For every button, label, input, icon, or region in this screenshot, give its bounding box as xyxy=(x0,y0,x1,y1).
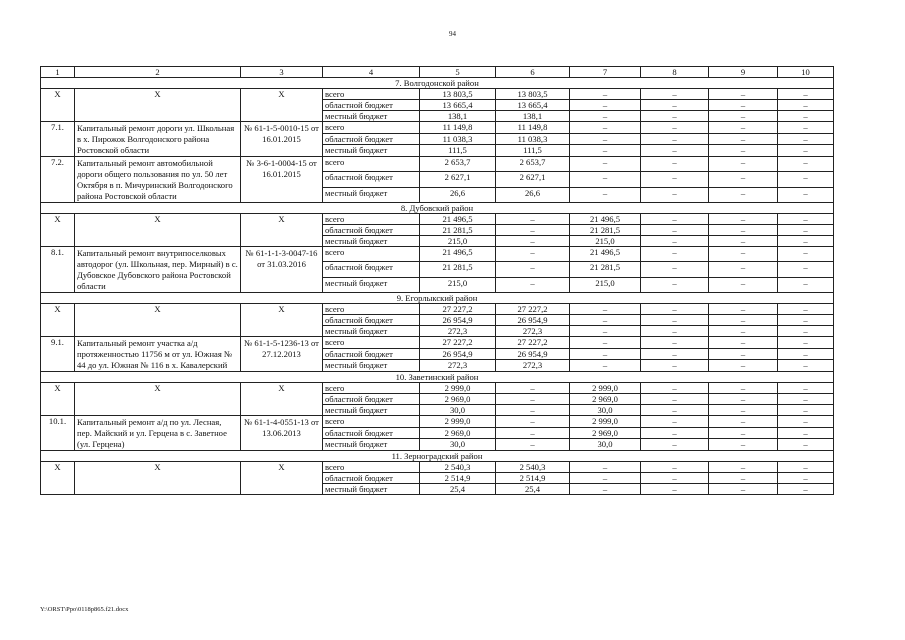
section-title: 8. Дубовский район xyxy=(41,203,834,214)
value-cell: – xyxy=(709,225,778,236)
item-number: 7.1. xyxy=(41,122,75,157)
value-cell: – xyxy=(709,337,778,349)
value-cell: – xyxy=(641,405,709,416)
footer-file-path: Y:\ORST\Ppo\0118p865.f21.docx xyxy=(40,606,129,613)
value-cell: – xyxy=(641,100,709,111)
value-cell: – xyxy=(778,100,834,111)
value-cell: – xyxy=(709,247,778,262)
budget-type-cell: всего xyxy=(323,89,420,100)
value-cell: 26 954,9 xyxy=(420,348,496,360)
value-cell: 2 999,0 xyxy=(420,383,496,394)
value-cell: – xyxy=(570,111,641,122)
value-cell: – xyxy=(641,416,709,428)
value-cell: – xyxy=(641,225,709,236)
value-cell: 25,4 xyxy=(420,484,496,495)
value-cell: 26,6 xyxy=(496,187,570,202)
value-cell: – xyxy=(778,427,834,439)
value-cell: – xyxy=(709,133,778,145)
total-num-cell: Х xyxy=(41,214,75,247)
column-header-10: 10 xyxy=(778,67,834,78)
value-cell: – xyxy=(570,462,641,473)
value-cell: 21 281,5 xyxy=(570,225,641,236)
item-row xyxy=(41,122,834,134)
value-cell: – xyxy=(496,394,570,405)
value-cell: – xyxy=(709,315,778,326)
total-row xyxy=(41,462,834,473)
budget-type-cell: областной бюджет xyxy=(323,473,420,484)
total-row xyxy=(41,304,834,315)
value-cell: – xyxy=(570,304,641,315)
value-cell: – xyxy=(570,145,641,157)
value-cell: – xyxy=(778,214,834,225)
total-name-cell: Х xyxy=(75,462,241,495)
value-cell: – xyxy=(570,100,641,111)
value-cell: – xyxy=(496,405,570,416)
total-name-cell: Х xyxy=(75,89,241,122)
value-cell: – xyxy=(496,214,570,225)
value-cell: – xyxy=(709,100,778,111)
value-cell: 30,0 xyxy=(420,439,496,451)
value-cell: – xyxy=(778,394,834,405)
column-header-1: 1 xyxy=(41,67,75,78)
budget-type-cell: всего xyxy=(323,383,420,394)
budget-table xyxy=(40,66,834,495)
value-cell: – xyxy=(709,145,778,157)
value-cell: – xyxy=(709,157,778,172)
value-cell: – xyxy=(709,326,778,337)
value-cell: – xyxy=(778,187,834,202)
budget-type-cell: всего xyxy=(323,304,420,315)
value-cell: 21 281,5 xyxy=(420,225,496,236)
budget-type-cell: областной бюджет xyxy=(323,348,420,360)
value-cell: 27 227,2 xyxy=(420,304,496,315)
item-name: Капитальный ремонт дороги ул. Школьная в х. Пирожок Волгодонского района Ростовской области xyxy=(75,122,241,157)
value-cell: – xyxy=(641,277,709,292)
value-cell: – xyxy=(570,348,641,360)
value-cell: 111,5 xyxy=(496,145,570,157)
item-document: № 61-1-1-3-0047-16 от 31.03.2016 xyxy=(241,247,323,293)
budget-type-cell: местный бюджет xyxy=(323,236,420,247)
value-cell: 215,0 xyxy=(420,236,496,247)
section-title: 9. Егорлыкский район xyxy=(41,293,834,304)
value-cell: – xyxy=(709,262,778,277)
budget-type-cell: областной бюджет xyxy=(323,100,420,111)
value-cell: 272,3 xyxy=(420,360,496,372)
value-cell: – xyxy=(778,262,834,277)
value-cell: 2 999,0 xyxy=(420,416,496,428)
value-cell: – xyxy=(641,157,709,172)
section-row xyxy=(41,293,834,304)
value-cell: 27 227,2 xyxy=(496,337,570,349)
total-row xyxy=(41,214,834,225)
value-cell: – xyxy=(709,348,778,360)
value-cell: – xyxy=(641,133,709,145)
value-cell: 21 496,5 xyxy=(570,247,641,262)
budget-type-cell: областной бюджет xyxy=(323,427,420,439)
value-cell: 272,3 xyxy=(496,326,570,337)
value-cell: – xyxy=(778,172,834,187)
value-cell: – xyxy=(778,484,834,495)
item-document: № 61-1-5-0010-15 от 16.01.2015 xyxy=(241,122,323,157)
value-cell: – xyxy=(570,122,641,134)
value-cell: – xyxy=(709,172,778,187)
value-cell: – xyxy=(496,427,570,439)
value-cell: – xyxy=(778,416,834,428)
value-cell: – xyxy=(570,360,641,372)
value-cell: – xyxy=(778,315,834,326)
budget-type-cell: областной бюджет xyxy=(323,262,420,277)
value-cell: 30,0 xyxy=(420,405,496,416)
value-cell: 25,4 xyxy=(496,484,570,495)
value-cell: – xyxy=(641,172,709,187)
value-cell: 2 653,7 xyxy=(496,157,570,172)
value-cell: – xyxy=(570,337,641,349)
total-num-cell: Х xyxy=(41,462,75,495)
value-cell: – xyxy=(641,187,709,202)
value-cell: – xyxy=(709,427,778,439)
budget-type-cell: всего xyxy=(323,462,420,473)
value-cell: – xyxy=(641,111,709,122)
value-cell: – xyxy=(778,122,834,134)
header-row xyxy=(41,67,834,78)
total-name-cell: Х xyxy=(75,214,241,247)
item-row xyxy=(41,157,834,172)
total-num-cell: Х xyxy=(41,89,75,122)
value-cell: – xyxy=(641,89,709,100)
budget-type-cell: местный бюджет xyxy=(323,484,420,495)
value-cell: – xyxy=(641,214,709,225)
value-cell: – xyxy=(641,462,709,473)
value-cell: 30,0 xyxy=(570,405,641,416)
total-doc-cell: Х xyxy=(241,462,323,495)
value-cell: 2 999,0 xyxy=(570,416,641,428)
value-cell: – xyxy=(641,348,709,360)
value-cell: 2 514,9 xyxy=(496,473,570,484)
value-cell: – xyxy=(570,157,641,172)
value-cell: – xyxy=(709,405,778,416)
item-number: 7.2. xyxy=(41,157,75,203)
value-cell: 138,1 xyxy=(496,111,570,122)
value-cell: – xyxy=(778,225,834,236)
item-name: Капитальный ремонт а/д по ул. Лесная, пер. Майский и ул. Герцена в с. Заветное (ул. Герцена) xyxy=(75,416,241,451)
budget-type-cell: областной бюджет xyxy=(323,315,420,326)
value-cell: 2 514,9 xyxy=(420,473,496,484)
value-cell: 2 627,1 xyxy=(420,172,496,187)
value-cell: – xyxy=(778,462,834,473)
value-cell: – xyxy=(778,89,834,100)
value-cell: – xyxy=(496,383,570,394)
value-cell: – xyxy=(641,315,709,326)
value-cell: 21 496,5 xyxy=(420,214,496,225)
value-cell: – xyxy=(496,247,570,262)
value-cell: 26 954,9 xyxy=(496,315,570,326)
value-cell: 11 149,8 xyxy=(420,122,496,134)
value-cell: – xyxy=(570,326,641,337)
value-cell: 26 954,9 xyxy=(496,348,570,360)
value-cell: 13 803,5 xyxy=(496,89,570,100)
section-row xyxy=(41,372,834,383)
item-name: Капитальный ремонт автомобильной дороги общего пользования по ул. 50 лет Октября в п. Мичуринский Волгодонского района Ростовской области xyxy=(75,157,241,203)
value-cell: – xyxy=(641,236,709,247)
value-cell: 272,3 xyxy=(496,360,570,372)
value-cell: – xyxy=(641,304,709,315)
value-cell: 111,5 xyxy=(420,145,496,157)
value-cell: 138,1 xyxy=(420,111,496,122)
column-header-4: 4 xyxy=(323,67,420,78)
budget-type-cell: местный бюджет xyxy=(323,111,420,122)
value-cell: 2 969,0 xyxy=(570,427,641,439)
column-header-2: 2 xyxy=(75,67,241,78)
value-cell: – xyxy=(641,360,709,372)
value-cell: – xyxy=(709,473,778,484)
total-name-cell: Х xyxy=(75,383,241,416)
value-cell: 2 540,3 xyxy=(420,462,496,473)
value-cell: – xyxy=(709,394,778,405)
total-row xyxy=(41,383,834,394)
value-cell: 215,0 xyxy=(420,277,496,292)
value-cell: 27 227,2 xyxy=(496,304,570,315)
value-cell: – xyxy=(709,122,778,134)
value-cell: 27 227,2 xyxy=(420,337,496,349)
value-cell: – xyxy=(709,484,778,495)
value-cell: – xyxy=(709,439,778,451)
value-cell: – xyxy=(709,304,778,315)
value-cell: 13 803,5 xyxy=(420,89,496,100)
value-cell: 2 969,0 xyxy=(420,427,496,439)
value-cell: – xyxy=(641,122,709,134)
value-cell: – xyxy=(778,439,834,451)
value-cell: 21 281,5 xyxy=(570,262,641,277)
total-doc-cell: Х xyxy=(241,304,323,337)
value-cell: – xyxy=(709,111,778,122)
value-cell: – xyxy=(641,247,709,262)
value-cell: 21 281,5 xyxy=(420,262,496,277)
value-cell: – xyxy=(641,394,709,405)
value-cell: 21 496,5 xyxy=(570,214,641,225)
value-cell: – xyxy=(641,473,709,484)
value-cell: – xyxy=(570,473,641,484)
item-row xyxy=(41,416,834,428)
value-cell: 2 969,0 xyxy=(420,394,496,405)
value-cell: – xyxy=(641,439,709,451)
budget-type-cell: местный бюджет xyxy=(323,145,420,157)
value-cell: – xyxy=(709,462,778,473)
value-cell: 2 627,1 xyxy=(496,172,570,187)
budget-type-cell: областной бюджет xyxy=(323,172,420,187)
value-cell: – xyxy=(778,360,834,372)
value-cell: – xyxy=(778,326,834,337)
value-cell: – xyxy=(496,416,570,428)
value-cell: – xyxy=(709,236,778,247)
total-row xyxy=(41,89,834,100)
column-header-6: 6 xyxy=(496,67,570,78)
budget-type-cell: всего xyxy=(323,416,420,428)
total-doc-cell: Х xyxy=(241,383,323,416)
value-cell: – xyxy=(709,187,778,202)
value-cell: – xyxy=(570,133,641,145)
value-cell: – xyxy=(778,277,834,292)
value-cell: – xyxy=(641,326,709,337)
value-cell: – xyxy=(778,348,834,360)
value-cell: – xyxy=(496,225,570,236)
budget-type-cell: местный бюджет xyxy=(323,405,420,416)
value-cell: 215,0 xyxy=(570,277,641,292)
value-cell: 13 665,4 xyxy=(496,100,570,111)
total-num-cell: Х xyxy=(41,304,75,337)
total-num-cell: Х xyxy=(41,383,75,416)
budget-type-cell: всего xyxy=(323,337,420,349)
budget-type-cell: всего xyxy=(323,247,420,262)
section-row xyxy=(41,203,834,214)
budget-type-cell: областной бюджет xyxy=(323,225,420,236)
value-cell: – xyxy=(641,337,709,349)
value-cell: – xyxy=(709,383,778,394)
value-cell: – xyxy=(496,439,570,451)
section-title: 10. Заветинский район xyxy=(41,372,834,383)
value-cell: 2 653,7 xyxy=(420,157,496,172)
value-cell: – xyxy=(778,304,834,315)
value-cell: – xyxy=(709,89,778,100)
value-cell: – xyxy=(570,172,641,187)
value-cell: 272,3 xyxy=(420,326,496,337)
section-row xyxy=(41,451,834,462)
value-cell: – xyxy=(778,337,834,349)
item-row xyxy=(41,337,834,349)
budget-type-cell: местный бюджет xyxy=(323,277,420,292)
value-cell: – xyxy=(778,133,834,145)
value-cell: – xyxy=(778,236,834,247)
item-document: № 61-1-5-1236-13 от 27.12.2013 xyxy=(241,337,323,372)
value-cell: 13 665,4 xyxy=(420,100,496,111)
value-cell: – xyxy=(641,262,709,277)
item-document: № 61-1-4-0551-13 от 13.06.2013 xyxy=(241,416,323,451)
column-header-3: 3 xyxy=(241,67,323,78)
value-cell: 2 540,3 xyxy=(496,462,570,473)
value-cell: – xyxy=(570,315,641,326)
item-name: Капитальный ремонт внутрипоселковых автодорог (ул. Школьная, пер. Мирный) в с. Дубовское Дубовского района Ростовской области xyxy=(75,247,241,293)
value-cell: – xyxy=(709,416,778,428)
section-title: 7. Волгодонской район xyxy=(41,78,834,89)
value-cell: – xyxy=(778,473,834,484)
total-doc-cell: Х xyxy=(241,89,323,122)
value-cell: – xyxy=(778,111,834,122)
value-cell: – xyxy=(641,484,709,495)
item-number: 8.1. xyxy=(41,247,75,293)
page-number: 94 xyxy=(449,30,456,38)
budget-type-cell: областной бюджет xyxy=(323,394,420,405)
section-title: 11. Зерноградский район xyxy=(41,451,834,462)
section-row xyxy=(41,78,834,89)
budget-type-cell: местный бюджет xyxy=(323,326,420,337)
value-cell: – xyxy=(570,484,641,495)
item-row xyxy=(41,247,834,262)
value-cell: – xyxy=(570,89,641,100)
value-cell: 21 496,5 xyxy=(420,247,496,262)
value-cell: 26 954,9 xyxy=(420,315,496,326)
budget-type-cell: местный бюджет xyxy=(323,360,420,372)
value-cell: – xyxy=(778,383,834,394)
value-cell: 26,6 xyxy=(420,187,496,202)
value-cell: 215,0 xyxy=(570,236,641,247)
value-cell: – xyxy=(496,277,570,292)
total-doc-cell: Х xyxy=(241,214,323,247)
budget-type-cell: местный бюджет xyxy=(323,439,420,451)
column-header-5: 5 xyxy=(420,67,496,78)
column-header-9: 9 xyxy=(709,67,778,78)
value-cell: 2 999,0 xyxy=(570,383,641,394)
value-cell: 11 038,3 xyxy=(496,133,570,145)
item-name: Капитальный ремонт участка а/д протяженностью 11756 м от ул. Южная № 44 до ул. Южная № 116 в х. Кавалерский xyxy=(75,337,241,372)
item-number: 9.1. xyxy=(41,337,75,372)
column-header-8: 8 xyxy=(641,67,709,78)
value-cell: 2 969,0 xyxy=(570,394,641,405)
value-cell: 30,0 xyxy=(570,439,641,451)
budget-type-cell: областной бюджет xyxy=(323,133,420,145)
value-cell: – xyxy=(641,383,709,394)
value-cell: – xyxy=(778,405,834,416)
value-cell: – xyxy=(496,262,570,277)
value-cell: – xyxy=(496,236,570,247)
value-cell: – xyxy=(570,187,641,202)
value-cell: 11 149,8 xyxy=(496,122,570,134)
value-cell: – xyxy=(641,427,709,439)
value-cell: – xyxy=(709,360,778,372)
value-cell: – xyxy=(778,247,834,262)
value-cell: – xyxy=(778,145,834,157)
budget-type-cell: всего xyxy=(323,214,420,225)
value-cell: – xyxy=(709,277,778,292)
value-cell: – xyxy=(778,157,834,172)
budget-type-cell: местный бюджет xyxy=(323,187,420,202)
budget-type-cell: всего xyxy=(323,157,420,172)
value-cell: – xyxy=(641,145,709,157)
total-name-cell: Х xyxy=(75,304,241,337)
column-header-7: 7 xyxy=(570,67,641,78)
item-document: № 3-6-1-0004-15 от 16.01.2015 xyxy=(241,157,323,203)
value-cell: – xyxy=(709,214,778,225)
value-cell: 11 038,3 xyxy=(420,133,496,145)
item-number: 10.1. xyxy=(41,416,75,451)
budget-type-cell: всего xyxy=(323,122,420,134)
